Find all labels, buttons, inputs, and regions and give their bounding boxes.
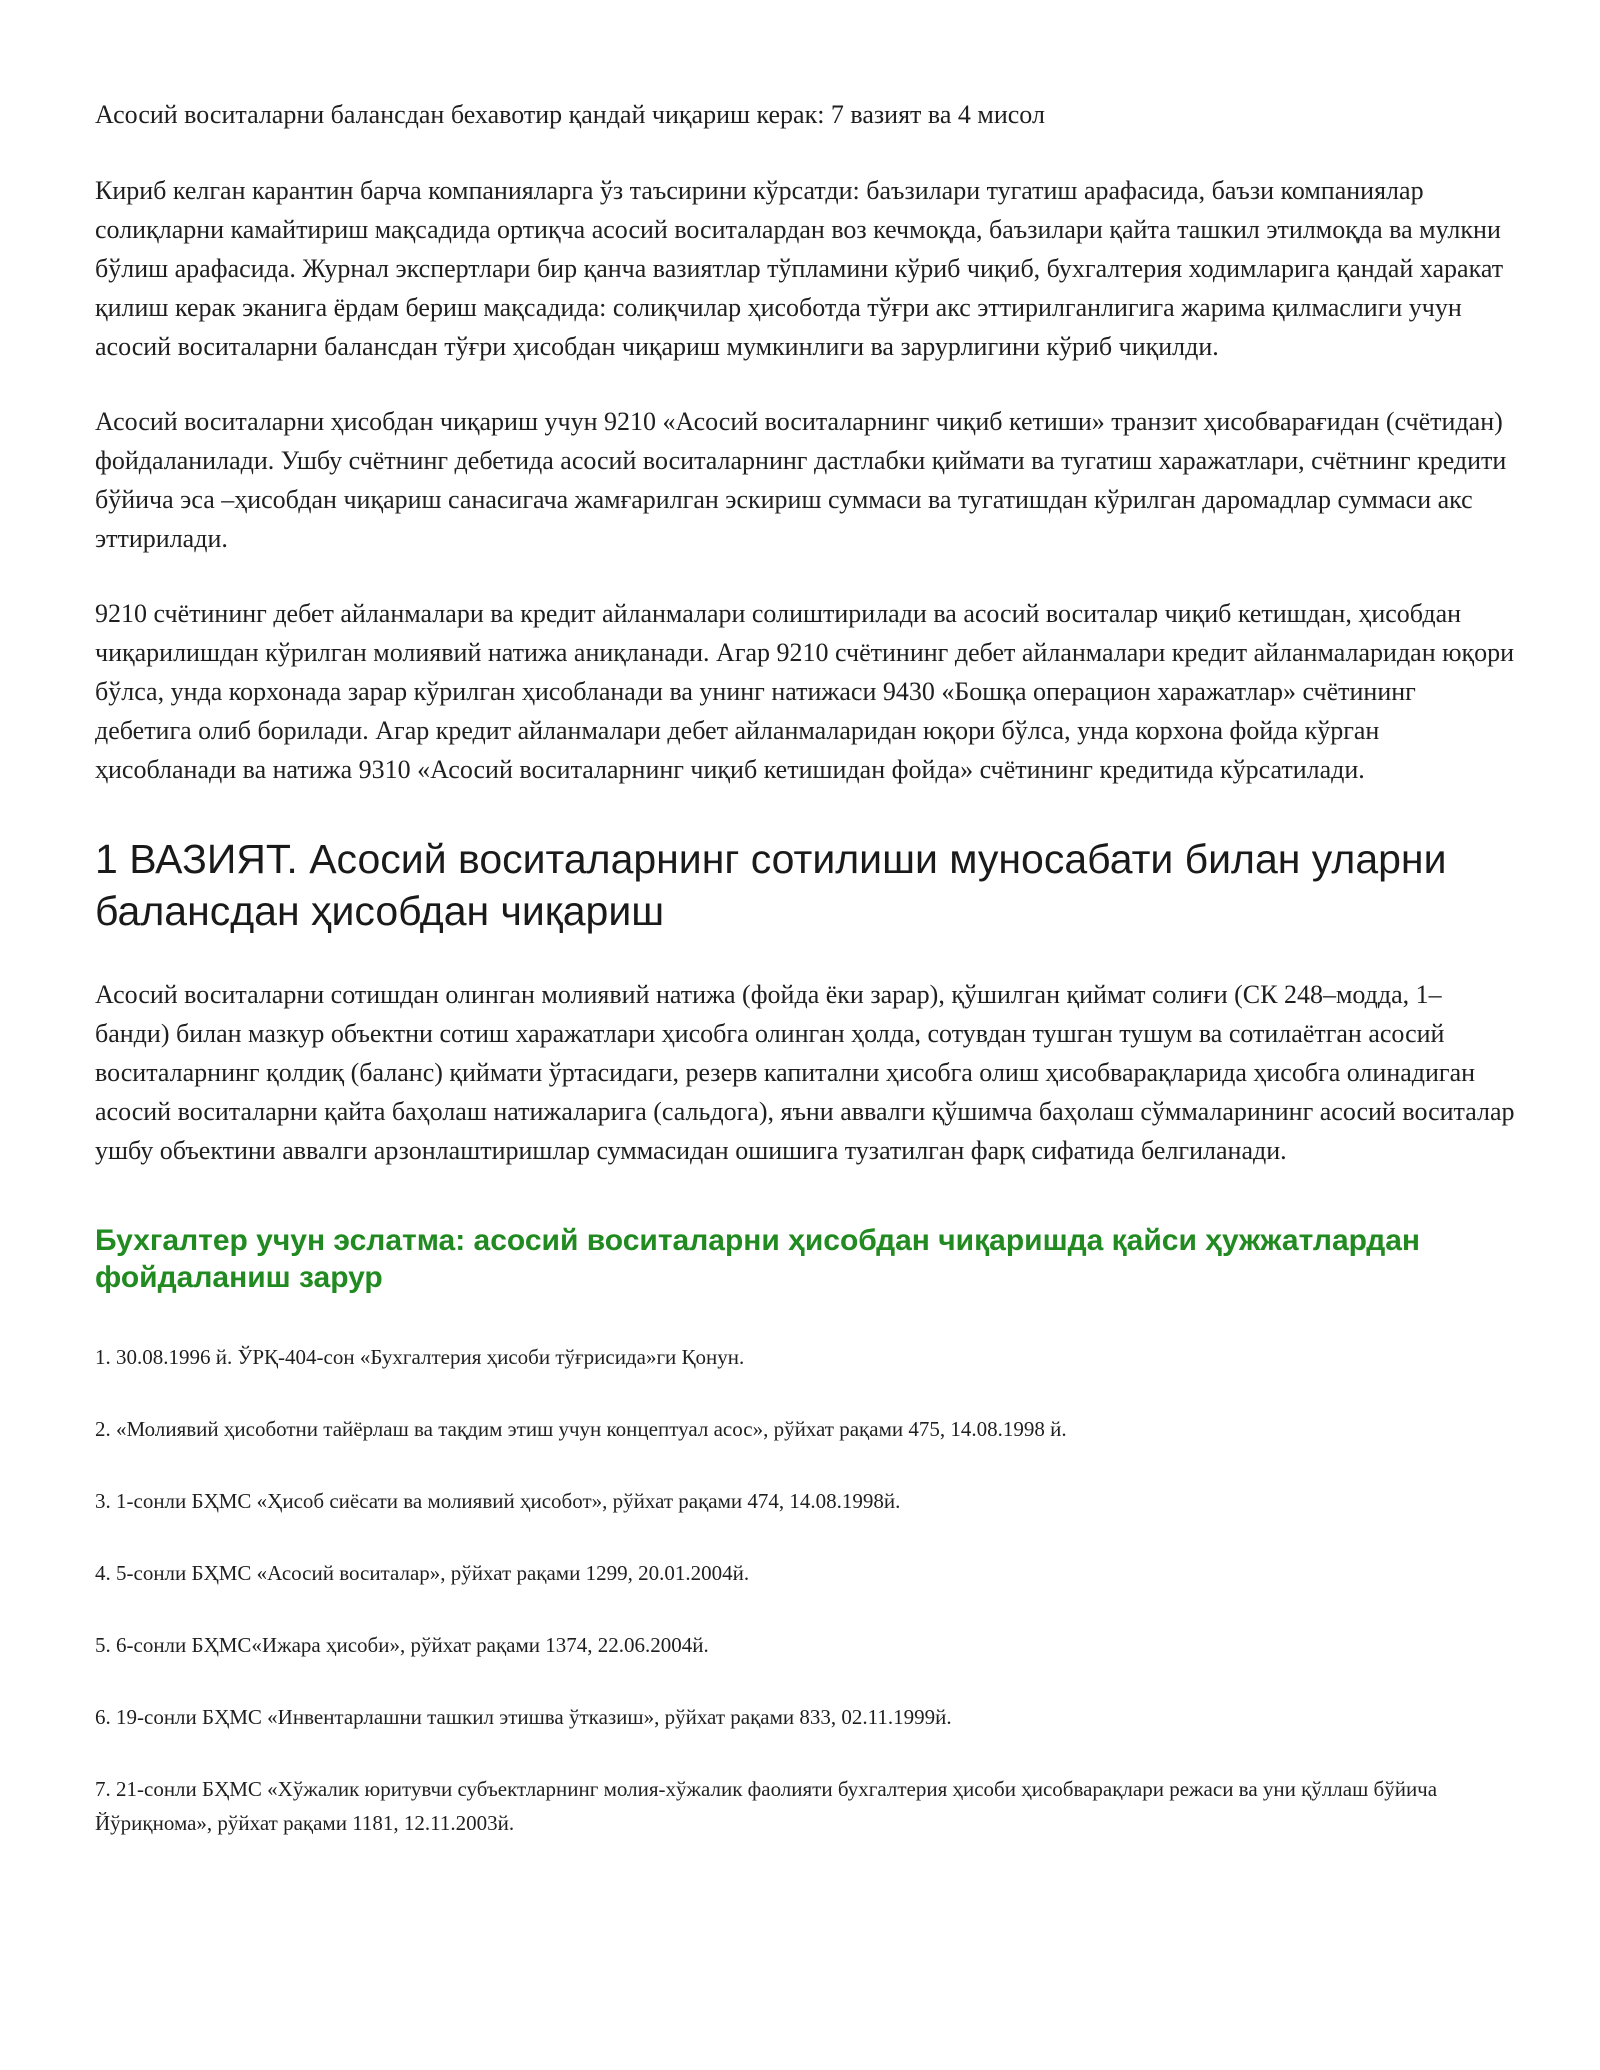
section-heading: 1 ВАЗИЯТ. Асосий воситаларнинг сотилиши муносабати билан уларни балансдан ҳисобдан чиқариш xyxy=(95,836,1447,934)
note-heading: Бухгалтер учун эслатма: асосий воситаларни ҳисобдан чиқаришда қайси ҳужжатлардан фойдаланиш зарур xyxy=(95,1224,1421,1294)
intro-paragraph-2: Асосий воситаларни ҳисобдан чиқариш учун 9210 «Асосий воситаларнинг чиқиб кетиши» транзит ҳисобварағидан (счётидан) фойдаланилади. Ушбу счётнинг дебетида асосий воситаларнинг дастлабки қиймати ва тугатиш харажатлари, счётнинг кредити бўйича эса –ҳисобдан чиқариш санасигача жамғарилган эскириш суммаси ва тугатишдан кўрилган даромадлар суммаси акс эттирилади. xyxy=(95,407,1507,553)
section-paragraph: Асосий воситаларни сотишдан олинган молиявий натижа (фойда ёки зарар), қўшилган қиймат солиғи (СК 248–модда, 1–банди) билан мазкур объектни сотиш харажатлари ҳисобга олинган ҳолда, сотувдан тушган тушум ва сотилаётган асосий воситаларнинг қолдиқ (баланс) қиймати ўртасидаги, резерв капитални ҳисобга олиш ҳисобварақларида ҳисобга олинадиган асосий воситаларни қайта баҳолаш натижаларига (сальдога), яъни аввалги қўшимча баҳолаш сўммаларининг асосий воситалар ушбу объектини аввалги арзонлаштиришлар суммасидан ошишига тузатилган фарқ сифатида белгиланади. xyxy=(95,980,1515,1165)
document-list-item: 5. 6-сонли БҲМС«Ижара ҳисоби», рўйхат рақами 1374, 22.06.2004й. xyxy=(95,1633,709,1657)
document-title: Асосий воситаларни балансдан бехавотир қандай чиқариш керак: 7 вазият ва 4 мисол xyxy=(95,100,1045,129)
document-list-item: 7. 21-сонли БҲМС «Хўжалик юритувчи субъектларнинг молия-хўжалик фаолияти бухгалтерия ҳисоби ҳисобварақлари режаси ва уни қўллаш бўйича Йўриқнома», рўйхат рақами 1181, 12.11.2003й. xyxy=(95,1777,1438,1835)
document-list-item: 4. 5-сонли БҲМС «Асосий воситалар», рўйхат рақами 1299, 20.01.2004й. xyxy=(95,1561,750,1585)
document-list-item: 2. «Молиявий ҳисоботни тайёрлаш ва тақдим этиш учун концептуал асос», рўйхат рақами 475, 14.08.1998 й. xyxy=(95,1417,1067,1441)
accountant-note xyxy=(95,1222,1515,1840)
document-list xyxy=(95,1340,1515,1840)
document-list-item: 3. 1-сонли БҲМС «Ҳисоб сиёсати ва молиявий ҳисобот», рўйхат рақами 474, 14.08.1998й. xyxy=(95,1489,901,1513)
intro-paragraph-3: 9210 счётининг дебет айланмалари ва кредит айланмалари солиштирилади ва асосий воситалар чиқиб кетишдан, ҳисобдан чиқарилишдан кўрилган молиявий натижа аниқланади. Агар 9210 счётининг дебет айланмалари кредит айланмаларидан юқори бўлса, унда корхонада зарар кўрилган ҳисобланади ва унинг натижаси 9430 «Бошқа операцион харажатлар» счётининг дебетига олиб борилади. Агар кредит айланмалари дебет айланмаларидан юқори бўлса, унда корхона фойда кўрган ҳисобланади ва натижа 9310 «Асосий воситаларнинг чиқиб кетишидан фойда» счётининг кредитида кўрсатилади. xyxy=(95,599,1515,784)
intro-paragraph-1: Кириб келган карантин барча компанияларга ўз таъсирини кўрсатди: баъзилари тугатиш арафасида, баъзи компаниялар солиқларни камайтириш мақсадида ортиқча асосий воситалардан воз кечмоқда, баъзилари қайта ташкил этилмоқда ва мулкни бўлиш арафасида. Журнал экспертлари бир қанча вазиятлар тўпламини кўриб чиқиб, бухгалтерия ходимларига қандай харакат қилиш керак эканига ёрдам бериш мақсадида: солиқчилар ҳисоботда тўғри акс эттирилганлигига жарима қилмаслиги учун асосий воситаларни балансдан тўғри ҳисобдан чиқариш мумкинлиги ва зарурлигини кўриб чиқилди. xyxy=(95,176,1504,361)
document-list-item: 1. 30.08.1996 й. ЎРҚ-404-сон «Бухгалтерия ҳисоби тўғрисида»ги Қонун. xyxy=(95,1345,745,1369)
document-page xyxy=(95,95,1515,1878)
document-list-item: 6. 19-сонли БҲМС «Инвентарлашни ташкил этишва ўтказиш», рўйхат рақами 833, 02.11.1999й. xyxy=(95,1705,952,1729)
